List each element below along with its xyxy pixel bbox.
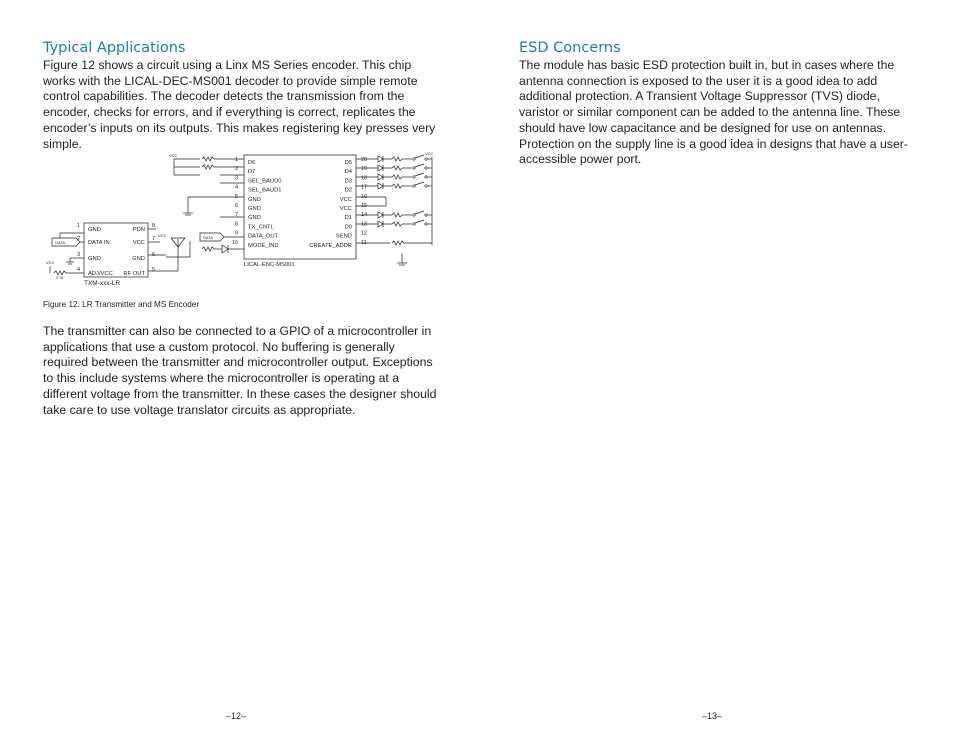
tx-pin-label: RF OUT bbox=[123, 271, 145, 277]
pulldown-resistor bbox=[392, 157, 402, 161]
pulldown-resistor bbox=[392, 213, 402, 217]
pulldown-resistor bbox=[392, 166, 402, 170]
resistor-value: 2.7k bbox=[56, 276, 64, 280]
vcc-label-tx: VCC bbox=[46, 260, 55, 265]
intro-paragraph: Figure 12 shows a circuit using a Linx MS Series encoder. This chip works with the LICAL-DEC-MS001 decoder to provide simple remote control capabilities. The decoder detects the transmission from the encoder, checks for errors, and if everything is correct, replicates the encoder’s inputs on its outputs. This makes registering key presses very simple. bbox=[43, 58, 436, 151]
switch-contact bbox=[425, 158, 427, 160]
page-number-left: –12– bbox=[226, 711, 247, 721]
encoder-pin-num: 11 bbox=[361, 239, 367, 246]
encoder-pin-num: 15 bbox=[361, 203, 368, 209]
switch-contact bbox=[425, 176, 427, 178]
encoder-pin-label: D1 bbox=[344, 215, 352, 222]
section-heading-typical-applications: Typical Applications bbox=[43, 40, 186, 56]
encoder-pin-label: D5 bbox=[344, 160, 352, 166]
tx-pin-label: PDN bbox=[132, 227, 145, 233]
encoder-pin-num: 5 bbox=[234, 193, 238, 200]
esd-paragraph: The module has basic ESD protection built in, but in cases where the antenna connection is exposed to the user it is a good idea to add additional protection. A Transient Voltage Suppressor (TVS) diode, varistor or similar component can be added to the antenna line. These should have low capacitance and be designed for use on antennas. Protection on the supply line is a good idea in designs that have a user-accessible power port. bbox=[519, 58, 908, 167]
encoder-pin-label: TX_CNTL bbox=[248, 224, 274, 231]
tx-pin-num: 4 bbox=[76, 267, 80, 273]
vcc-label-enc-right: VCC bbox=[425, 151, 434, 156]
encoder-name: LICAL-ENC-MS001 bbox=[244, 262, 295, 268]
encoder-pin-label: GND bbox=[248, 196, 261, 203]
encoder-pin-label: D6 bbox=[248, 160, 256, 166]
encoder-pin-label: VCC bbox=[339, 206, 352, 212]
encoder-pin-label: GND bbox=[248, 215, 261, 222]
section-heading-esd-concerns: ESD Concerns bbox=[519, 40, 621, 56]
encoder-pin-num: 9 bbox=[234, 230, 238, 237]
tx-pin-num: 1 bbox=[76, 223, 80, 229]
led-icon bbox=[222, 245, 228, 253]
encoder-pin-label: SEL_BAUD0 bbox=[248, 178, 282, 185]
encoder-pin-num: 20 bbox=[361, 157, 368, 163]
encoder-pin-label: D4 bbox=[344, 169, 352, 176]
switch-contact bbox=[413, 185, 415, 187]
switch-contact bbox=[413, 167, 415, 169]
switch-contact bbox=[413, 158, 415, 160]
transmitter-module bbox=[77, 223, 155, 287]
encoder-pin-label: CREATE_ADDR bbox=[309, 242, 352, 249]
encoder-pin-num: 13 bbox=[361, 221, 368, 228]
encoder-pin-label: D0 bbox=[344, 224, 352, 231]
encoder-pin-num: 12 bbox=[361, 230, 368, 237]
encoder-pin-label: DATA_OUT bbox=[248, 233, 279, 240]
switch-contact bbox=[425, 167, 427, 169]
pulldown-resistor bbox=[392, 175, 402, 179]
switch-contact bbox=[413, 214, 415, 216]
encoder-pin-num: 1 bbox=[234, 157, 238, 163]
switch-contact bbox=[413, 176, 415, 178]
encoder-pin-label: VCC bbox=[339, 196, 352, 203]
vcc-pin7-label: VCC bbox=[158, 233, 167, 238]
tx-pin-num: 3 bbox=[76, 252, 80, 258]
switch-contact bbox=[425, 185, 427, 187]
tx-pin-label: GND bbox=[88, 256, 101, 262]
pulldown-resistor bbox=[392, 222, 402, 226]
encoder-pin-label: D7 bbox=[248, 169, 256, 176]
encoder-pin-num: 18 bbox=[361, 175, 368, 182]
resistor-2-7k bbox=[54, 271, 66, 275]
encoder-pin-num: 17 bbox=[361, 184, 368, 191]
encoder-pin-num: 7 bbox=[234, 212, 238, 219]
encoder-pin-label: SEL_BAUD1 bbox=[248, 187, 282, 194]
tx-pin-num: 8 bbox=[152, 223, 156, 229]
led-resistor bbox=[202, 247, 214, 251]
encoder-pin-label: MODE_IND bbox=[248, 242, 279, 249]
data-tag-encoder-label: DATA bbox=[203, 235, 214, 240]
encoder-pin-label: SEND bbox=[335, 233, 352, 240]
tx-pin-num: 6 bbox=[152, 252, 156, 258]
data-tag-label: DATA bbox=[55, 240, 66, 245]
diode-icon bbox=[378, 221, 383, 227]
diode-icon bbox=[378, 183, 383, 189]
tx-pin-label: ADJ/VCC bbox=[88, 271, 113, 277]
diode-icon bbox=[378, 165, 383, 171]
encoder-pin-num: 4 bbox=[234, 184, 238, 191]
tx-pin-num: 7 bbox=[152, 236, 156, 242]
transmitter-name: TXM-xxx-LR bbox=[84, 280, 121, 287]
encoder-pin-label: D2 bbox=[344, 187, 352, 194]
switch-contact bbox=[413, 223, 415, 225]
diode-icon bbox=[378, 174, 383, 180]
vcc-label-enc-left: VCC bbox=[169, 153, 178, 158]
encoder-pin-num: 8 bbox=[234, 221, 238, 228]
circuit-schematic bbox=[40, 145, 460, 290]
encoder-pin-label: D3 bbox=[344, 178, 352, 185]
encoder-pin-label: GND bbox=[248, 206, 261, 212]
tx-pin-label: GND bbox=[132, 256, 145, 262]
diode-icon bbox=[378, 156, 383, 162]
tx-pin-label: GND bbox=[88, 227, 101, 233]
tx-pin-num: 2 bbox=[76, 236, 80, 242]
encoder-pin-num: 10 bbox=[231, 239, 238, 246]
encoder-pin-num: 3 bbox=[234, 175, 238, 182]
tx-pin-num: 5 bbox=[152, 267, 156, 273]
diode-icon bbox=[378, 212, 383, 218]
switch-contact bbox=[425, 214, 427, 216]
encoder-pin-num: 16 bbox=[361, 193, 368, 200]
encoder-pin-num: 6 bbox=[234, 203, 238, 209]
tx-pin-label: VCC bbox=[132, 240, 145, 246]
page-number-right: –13– bbox=[702, 711, 723, 721]
encoder-pin-num: 2 bbox=[234, 166, 238, 173]
figure-caption: Figure 12: LR Transmitter and MS Encoder bbox=[43, 300, 200, 309]
tx-pin-label: DATA IN bbox=[88, 240, 110, 246]
switch-contact bbox=[425, 223, 427, 225]
transmitter-paragraph: The transmitter can also be connected to a GPIO of a microcontroller in applications that use a custom protocol. No buffering is generally required between the transmitter and microcontroller output. Exceptions to this include systems where the microcontroller is operating at a different voltage from the transmitter. In these cases the designer should take care to use voltage translator circuits as appropriate. bbox=[43, 324, 437, 417]
encoder-ic bbox=[232, 155, 367, 268]
pulldown-resistor bbox=[392, 184, 402, 188]
encoder-pin-num: 19 bbox=[361, 166, 368, 173]
encoder-pin-num: 14 bbox=[361, 212, 368, 219]
